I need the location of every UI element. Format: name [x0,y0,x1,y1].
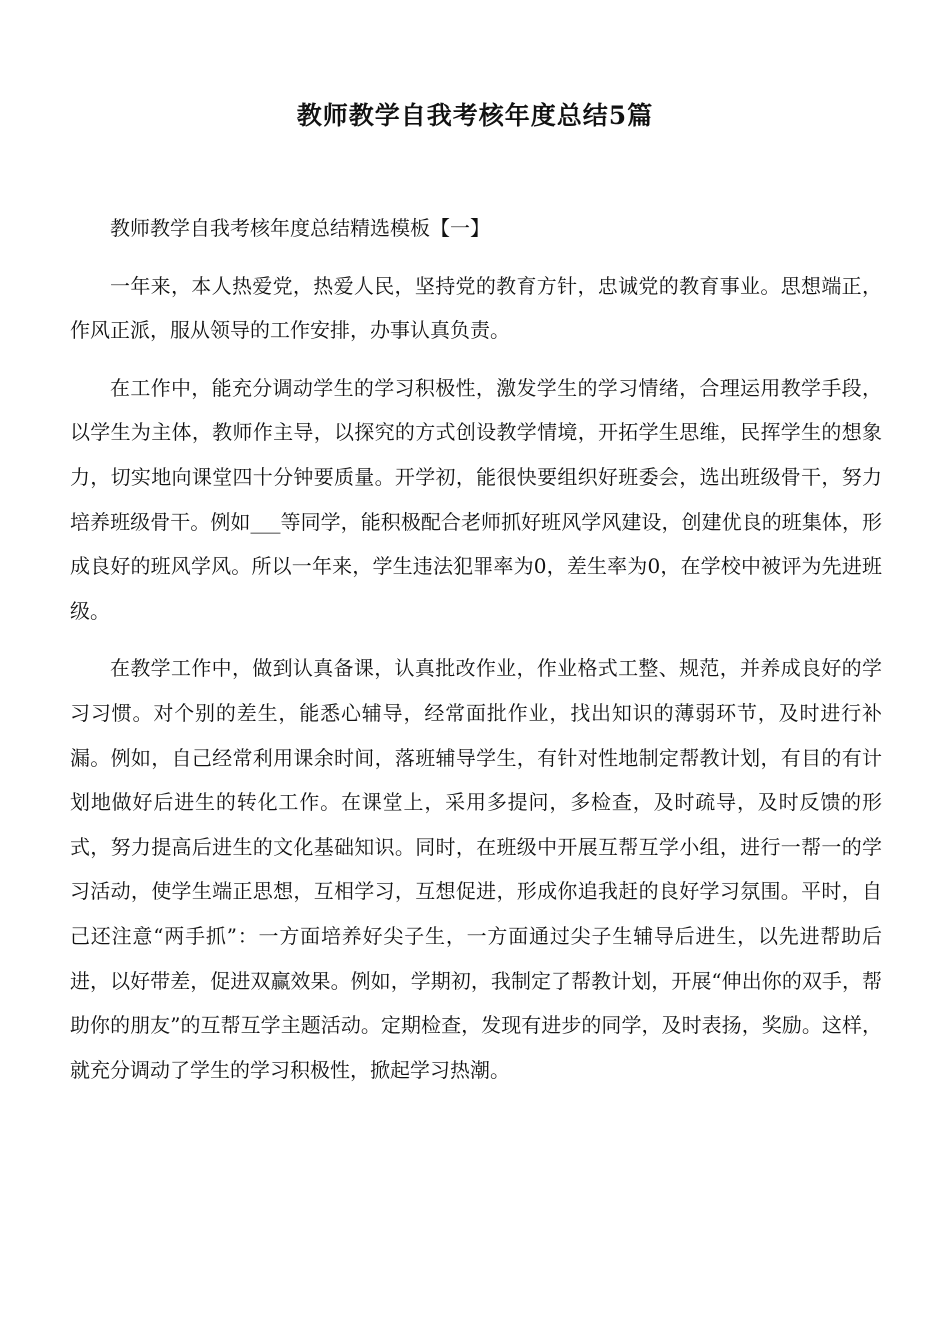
paragraph-3: 在教学工作中，做到认真备课，认真批改作业，作业格式工整、规范，并养成良好的学习习惯。对个别的差生，能悉心辅导，经常面批作业，找出知识的薄弱环节，及时进行补漏。例如，自己经常利用课余时间，落班辅导学生，有针对性地制定帮教计划，有目的有计划地做好后进生的转化工作。在课堂上，采用多提问，多检查，及时疏导，及时反馈的形式，努力提高后进生的文化基础知识。同时，在班级中开展互帮互学小组，进行一帮一的学习活动，使学生端正思想，互相学习，互想促进，形成你追我赶的良好学习氛围。平时，自己还注意“两手抓”：一方面培养好尖子生，一方面通过尖子生辅导后进生，以先进帮助后进，以好带差，促进双赢效果。例如，学期初，我制定了帮教计划，开展“伸出你的双手，帮助你的朋友”的互帮互学主题活动。定期检查，发现有进步的同学，及时表扬，奖励。这样，就充分调动了学生的学习积极性，掀起学习热潮。 [70,656,882,1082]
document-title: 教师教学自我考核年度总结5篇 [296,101,654,130]
paragraph-1: 一年来，本人热爱党，热爱人民，坚持党的教育方针，忠诚党的教育事业。思想端正，作风正派，服从领导的工作安排，办事认真负责。 [70,273,882,343]
section-subheading: 教师教学自我考核年度总结精选模板【一】 [110,216,490,240]
document-body [70,206,882,1105]
paragraph-2: 在工作中，能充分调动学生的学习积极性，激发学生的学习情绪，合理运用教学手段，以学生为主体，教师作主导，以探究的方式创设教学情境，开拓学生思维，民挥学生的想象力，切实地向课堂四十分钟要质量。开学初，能很快要组织好班委会，选出班级骨干，努力培养班级骨干。例如___等同学，能积极配合老师抓好班风学风建设，创建优良的班集体，形成良好的班风学风。所以一年来，学生违法犯罪率为0，差生率为0，在学校中被评为先进班级。 [70,375,882,623]
